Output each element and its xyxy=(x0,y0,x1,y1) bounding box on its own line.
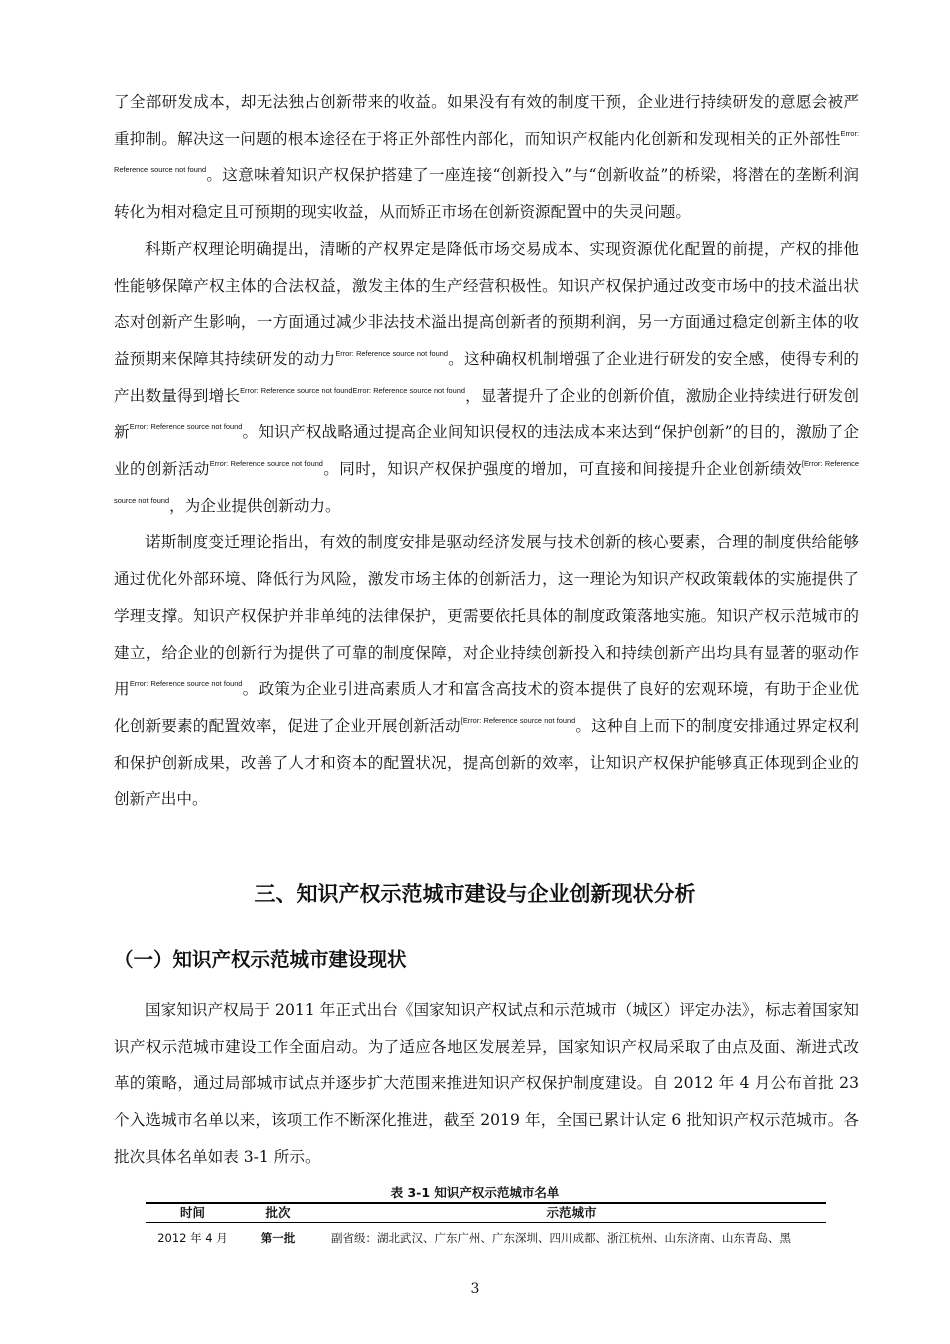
citation-error[interactable]: Error: Reference source not foundError: Reference source not found xyxy=(240,385,465,395)
header-cities: 示范城市 xyxy=(546,1205,597,1220)
section-heading: 三、知识产权示范城市建设与企业创新现状分析 xyxy=(254,882,696,906)
demo-cities-table xyxy=(146,1202,826,1253)
table-row xyxy=(146,1223,826,1253)
paragraph-coase-theory: 科斯产权理论明确提出，清晰的产权界定是降低市场交易成本、实现资源优化配置的前提，产权的排他性能够保障产权主体的合法权益，激发主体的生产经营积极性。知识产权保护通过改变市场中的技术溢出状态对创新产生影响，一方面通过减少非法技术溢出提高创新者的预期利润，另一方面通过稳定创新主体的收益预期来保障其持续研发的动力$^{Error: Reference source not found}$。这种确权机制增强了企业进行研发的安全感，使得专利的产出数量得到增长$^{Error: Reference source not foundError: Reference source not found}$，显著提升了企业的创新价值，激励企业持续进行研发创新$^{Error: Reference source not found}$。知识产权战略通过提高企业间知识侵权的违法成本来达到“保护创新”的目的，激励了企业的创新活动$^{Error: Reference source not found}$。同时，知识产权保护强度的增加，可直接和间接提升企业创新绩效$^{[Error: Reference source not found}$，为企业提供创新动力。 xyxy=(114,239,859,515)
citation-error[interactable]: Error: Reference source not found xyxy=(335,348,448,358)
table-caption: 表 3-1 知识产权示范城市名单 xyxy=(390,1185,560,1200)
paragraph-policy-history: 国家知识产权局于 2011 年正式出台《国家知识产权试点和示范城市（城区）评定办法》，标志着国家知识产权示范城市建设工作全面启动。为了适应各地区发展差异，国家知识产权局采取了由点及面、渐进式改革的策略，通过局部城市试点并逐步扩大范围来推进知识产权保护制度建设。自 2012 年 4 月公布首批 23 个入选城市名单以来，该项工作不断深化推进，截至 2019 年，全国已累计认定 6 批知识产权示范城市。各批次具体名单如表 3-1 所示。 xyxy=(114,1001,859,1166)
citation-error[interactable]: Error: Reference source not found xyxy=(129,422,243,432)
header-time: 时间 xyxy=(179,1205,205,1220)
paragraph-externality: 了全部研发成本，却无法独占创新带来的收益。如果没有有效的制度干预，企业进行持续研发的意愿会被严重抑制。解决这一问题的根本途径在于将正外部性内部化，而知识产权能内化创新和发现相关的正外部性$^{Error: Reference source not found}$。这意味着知识产权保护搭建了一座连接“创新投入”与“创新收益”的桥梁，将潜在的垄断利润转化为相对稳定且可预期的现实收益，从而矫正市场在创新资源配置中的失灵问题。 xyxy=(114,93,859,222)
citation-error[interactable]: Error: Reference source not found xyxy=(209,459,323,469)
cell-batch: 第一批 xyxy=(260,1231,296,1245)
subsection-heading: （一）知识产权示范城市建设现状 xyxy=(114,948,407,971)
body-text xyxy=(114,84,859,818)
citation-error[interactable]: [Error: Reference source not found xyxy=(460,715,576,725)
citation-error[interactable]: Error: Reference source not found xyxy=(129,679,243,689)
citation-error[interactable]: Error: Reference source not found xyxy=(114,128,859,175)
table-header-row xyxy=(146,1204,826,1222)
header-batch: 批次 xyxy=(265,1205,291,1220)
paragraph-north-theory: 诺斯制度变迁理论指出，有效的制度安排是驱动经济发展与技术创新的核心要素，合理的制度供给能够通过优化外部环境、降低行为风险，激发市场主体的创新活力，这一理论为知识产权政策载体的实施提供了学理支撑。知识产权保护并非单纯的法律保护，更需要依托具体的制度政策落地实施。知识产权示范城市的建立，给企业的创新行为提供了可靠的制度保障，对企业持续创新投入和持续创新产出均具有显著的驱动作用$^{Error: Reference source not found}$。政策为企业引进高素质人才和富含高技术的资本提供了良好的宏观环境，有助于企业优化创新要素的配置效率，促进了企业开展创新活动$^{[Error: Reference source not found}$。这种自上而下的制度安排通过界定权利和保护创新成果，改善了人才和资本的配置状况，提高创新的效率，让知识产权保护能够真正体现到企业的创新产出中。 xyxy=(114,533,859,809)
citation-error[interactable]: [Error: Reference source not found xyxy=(114,459,859,505)
cell-cities: 副省级：湖北武汉、广东广州、广东深圳、四川成都、浙江杭州、山东济南、山东青岛、黑 xyxy=(331,1231,791,1245)
cell-time: 2012 年 4 月 xyxy=(157,1231,228,1245)
body-text-section xyxy=(114,992,859,1176)
page-number: 3 xyxy=(470,1281,480,1297)
